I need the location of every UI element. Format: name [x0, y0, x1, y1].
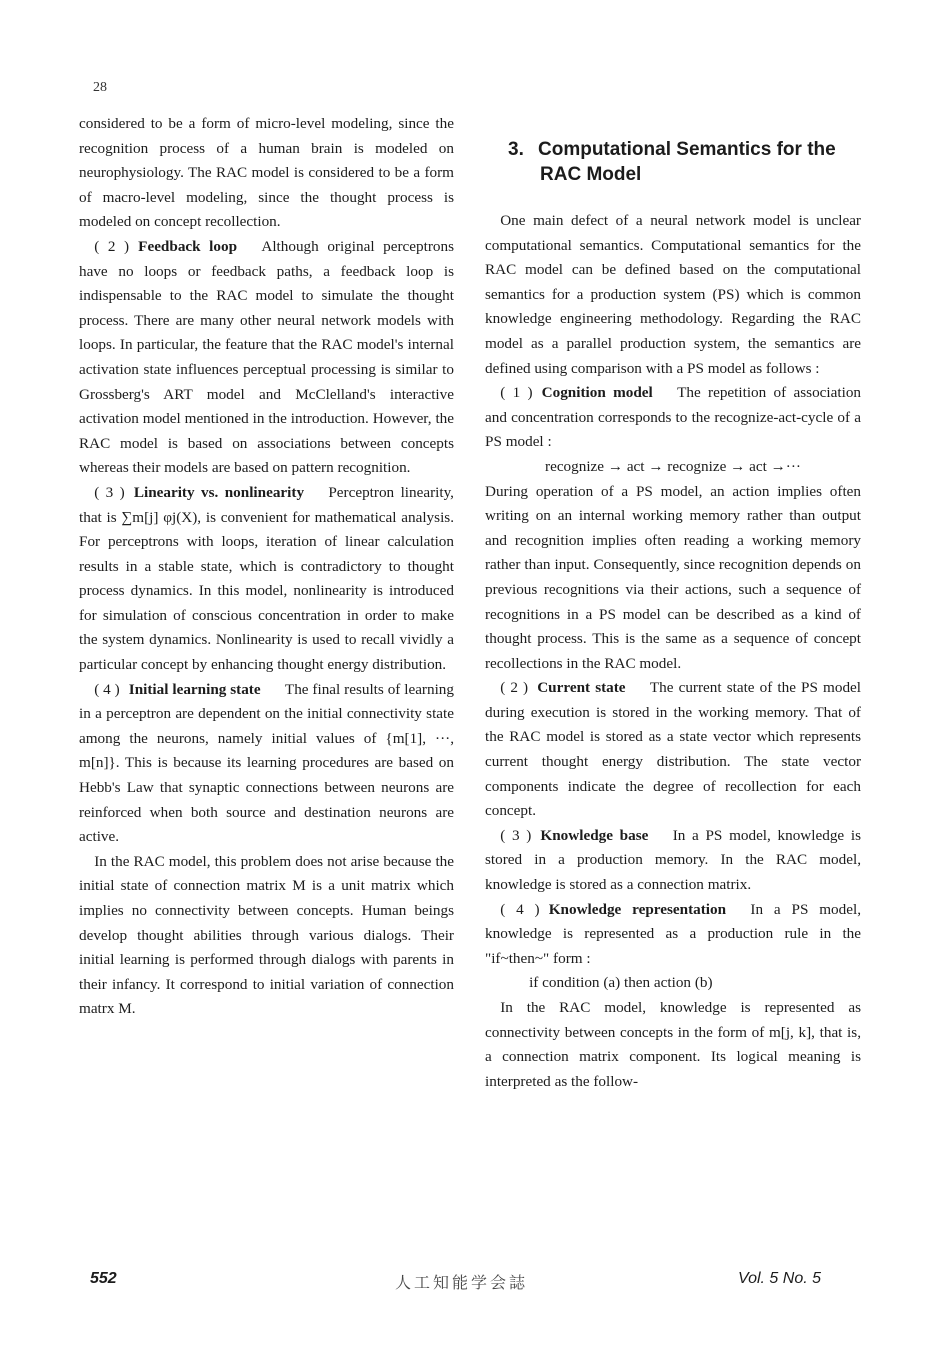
- paragraph: One main defect of a neural network model is unclear computational semantics. Computational semantics for the RAC model can be defined based on the computational semantics for a production system (PS) which is common knowledge engineering methodology. Regarding the RAC model as a parallel production system, the semantics are defined using comparison with a PS model as follows :: [485, 212, 861, 377]
- item-number: ( 2 ): [94, 237, 130, 255]
- section-number: 3.: [508, 139, 524, 160]
- cycle-formula: recognize → act → recognize → act →···: [545, 457, 801, 475]
- item-text: Perceptron linearity, that is ∑m[j] φj(X), is convenient for mathematical analysis. For perceptrons with loops, iteration of linear calculation results in a stable state, which is contradictory to thought process dynamics. In this model, nonlinearity is introduced for simulation of conscious concentration in order to make the system dynamics. Nonlinearity is used to recall vividly a particular concept by enhancing thought energy distribution.: [79, 483, 454, 674]
- item-text: In a PS model, knowledge is represented as a production rule in the "if~then~" form :: [485, 900, 861, 967]
- paragraph: In the RAC model, this problem does not arise because the initial state of connection matrix M is a unit matrix which implies no connectivity between concepts. Human beings develop thought abilities through various dialogs. Their initial learning is performed through dialogs with parents in their infancy. It correspond to initial variation of connection matrx M.: [79, 852, 454, 1018]
- footer-page-number: 552: [90, 1270, 117, 1287]
- left-column: [79, 112, 454, 1022]
- footer-volume: Vol. 5 No. 5: [738, 1270, 822, 1287]
- page-number-top: 28: [93, 80, 107, 95]
- item-number: ( 1 ): [500, 384, 533, 402]
- item-heading: Knowledge representation: [548, 900, 727, 918]
- item-heading: Initial learning state: [128, 680, 261, 698]
- item-text: In a PS model, knowledge is stored in a production memory. In the RAC model, knowledge is stored as a connection matrix.: [485, 826, 861, 894]
- list-item-current-state: [485, 676, 861, 824]
- item-text: The final results of learning in a perceptron are dependent on the initial connectivity state among the neurons, namely initial values of {m[1], ···, m[n]}. This is because its learning procedures are based on Hebb's Law that synaptic connections between neurons are reinforced when both source and destination neurons are active.: [79, 680, 454, 846]
- paragraph: In the RAC model, knowledge is represented as connectivity between concepts in the form of m[j, k], that is, a connection matrix component. Its logical meaning is interpreted as the follow-: [485, 999, 861, 1090]
- item-number: ( 3 ): [94, 483, 125, 501]
- item-text: The repetition of association and concentration corresponds to the recognize-act-cycle of a PS model :: [485, 384, 862, 451]
- item-number: ( 4 ): [500, 900, 540, 918]
- list-item-knowledge-representation: [485, 898, 861, 972]
- list-item-initial-learning: [79, 678, 454, 850]
- item-heading: Linearity vs. nonlinearity: [133, 483, 305, 501]
- item-heading: Cognition model: [541, 384, 653, 402]
- right-column: [485, 209, 861, 1094]
- item-heading: Knowledge base: [540, 826, 649, 844]
- item-number: ( 4 ): [94, 680, 120, 698]
- item-text: The current state of the PS model during execution is stored in the working memory. That of the RAC model is stored as a state vector which represents current thought energy distribution. The state vector components indicate the degree of recollection for each concept.: [485, 679, 861, 820]
- paragraph: considered to be a form of micro-level modeling, since the recognition process of a human brain is modeled on neurophysiology. The RAC model is considered to be a form of macro-level modeling, since the thought process is modeled on concept recollection.: [79, 115, 454, 231]
- item-number: ( 2 ): [500, 679, 529, 697]
- item-heading: Current state: [537, 679, 626, 697]
- list-item-knowledge-base: [485, 824, 861, 898]
- section-title-line1: Computational Semantics for the: [538, 139, 836, 160]
- item-number: ( 3 ): [500, 826, 532, 844]
- item-heading: Feedback loop: [138, 237, 238, 255]
- footer-journal-name: 人工知能学会誌: [395, 1273, 529, 1292]
- section-heading: [508, 137, 868, 187]
- section-title-line2: RAC Model: [540, 164, 642, 185]
- list-item-feedback-loop: [79, 235, 454, 481]
- item-text: Although original perceptrons have no loops or feedback paths, a feedback loop is indispensable to the RAC model to simulate the thought process. There are many other neural network models with loops. In particular, the feature that the RAC model's internal activation state influences perceptual processing is similar to Grossberg's ART model and McClelland's interactive activation model mentioned in the introduction. However, the RAC model is based on associations between concepts whereas their models are based on pattern recognition.: [79, 237, 454, 477]
- list-item-cognition-model: [485, 381, 861, 455]
- paragraph: During operation of a PS model, an action implies often writing on an internal working memory rather than output and recognition implies often reading a working memory rather than input. Consequently, since recognition depends on previous recognitions via their actions, such a sequence of recognitions in a PS model can be described as a kind of thought process. This is the same as a sequence of concept recollections in the RAC model.: [485, 482, 861, 672]
- list-item-linearity: [79, 481, 454, 678]
- rule-formula: if condition (a) then action (b): [529, 974, 713, 992]
